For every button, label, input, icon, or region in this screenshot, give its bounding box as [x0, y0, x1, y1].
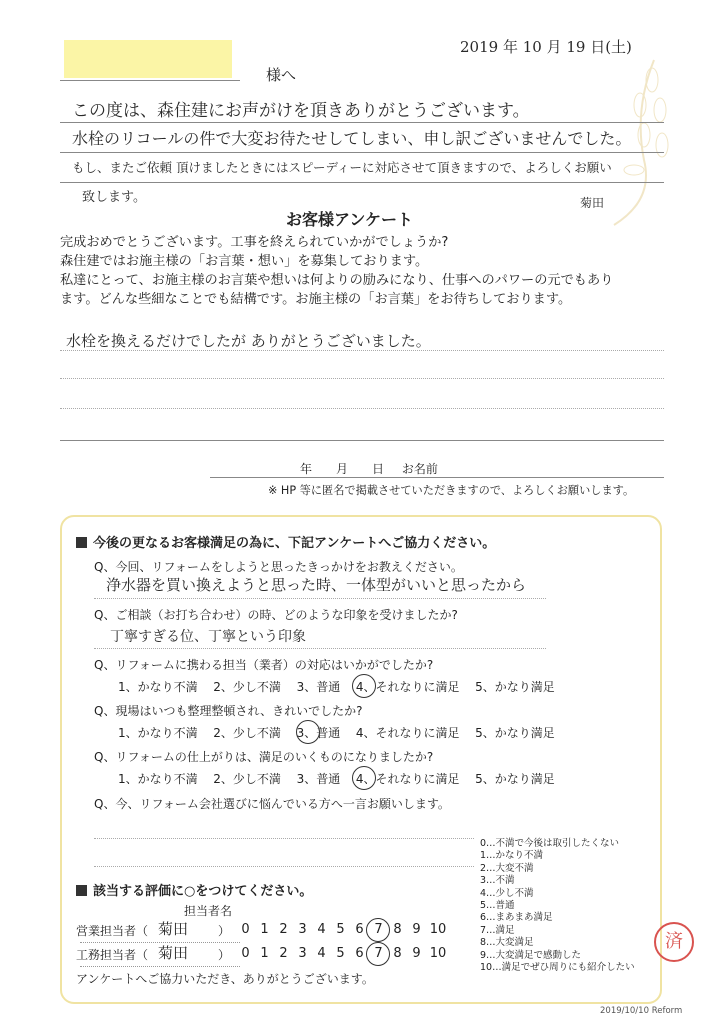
letter-line-2: 水栓のリコールの件で大変お待たせしてしまい、申し訳ございませんでした。 — [72, 129, 632, 148]
rule — [94, 598, 546, 599]
work-close: ） — [218, 948, 231, 962]
scale-value[interactable]: 4 — [317, 946, 326, 961]
scale-value[interactable]: 0 — [241, 922, 250, 937]
selection-circle-q5 — [352, 766, 376, 790]
thanks-text: アンケートへご協力いただき、ありがとうございます。 — [76, 972, 374, 986]
option[interactable]: 5、かなり満足 — [475, 772, 555, 786]
rule — [60, 152, 664, 153]
rule — [94, 866, 474, 867]
intro-line: 森住建ではお施主様の「お言葉・想い」を募集しております。 — [60, 254, 429, 269]
rule — [60, 408, 664, 409]
work-selection-circle — [366, 942, 390, 966]
q5-options — [118, 770, 555, 787]
q2-text: Q、ご相談（お打ち合わせ）の時、どのような印象を受けましたか? — [94, 608, 458, 622]
option[interactable]: 1、かなり不満 — [118, 772, 198, 786]
sales-selection-circle — [366, 918, 390, 942]
q5-text: Q、リフォームの仕上がりは、満足のいくものになりましたか? — [94, 750, 434, 764]
rating-legend — [480, 838, 635, 974]
legend-item: 5…普通 — [480, 900, 515, 912]
scale-value[interactable]: 8 — [393, 922, 402, 937]
rule — [60, 122, 664, 123]
option[interactable]: 5、かなり満足 — [475, 680, 555, 694]
sales-name: 菊田 — [158, 920, 189, 938]
scale-value[interactable]: 6 — [355, 946, 364, 961]
intro-line: 私達にとって、お施主様のお言葉や想いは何よりの励みになり、仕事へのパワーの元でもあり — [60, 273, 614, 288]
person-col-label: 担当者名 — [184, 904, 233, 918]
intro-line: 完成おめでとうございます。工事を終えられていかがでしょうか? — [60, 235, 449, 250]
option[interactable]: 1、かなり不満 — [118, 680, 198, 694]
survey-title: お客様アンケート — [286, 210, 414, 229]
q2-answer: 丁寧すぎる位、丁寧という印象 — [110, 629, 306, 645]
option-selected[interactable]: 3、普通 — [296, 726, 341, 740]
name-underline — [60, 80, 240, 81]
anonymity-note: ※ HP 等に匿名で掲載させていただきますので、よろしくお願いします。 — [268, 484, 635, 497]
sales-close: ） — [218, 924, 231, 938]
legend-item: 2…大変不満 — [480, 862, 534, 874]
completed-stamp: 済 — [654, 922, 694, 962]
footer-version: 2019/10/10 Reform — [600, 1006, 683, 1016]
rule — [60, 350, 664, 351]
letter-line-4: 致します。 — [82, 190, 146, 205]
legend-item: 3…不満 — [480, 875, 515, 887]
q4-options — [118, 724, 555, 741]
scale-value[interactable]: 1 — [260, 922, 269, 937]
salutation: 様へ — [266, 66, 297, 84]
name-highlight — [64, 40, 232, 78]
scale-value[interactable]: 5 — [336, 946, 345, 961]
questionnaire-heading — [76, 532, 495, 551]
work-scale — [236, 946, 450, 961]
option[interactable]: 2、少し不満 — [213, 680, 281, 694]
q3-options — [118, 678, 555, 695]
q3-text: Q、リフォームに携わる担当（業者）の対応はいかがでしたか? — [94, 658, 434, 672]
rule — [210, 477, 664, 478]
option[interactable]: 4、それなりに満足 — [355, 726, 460, 740]
option[interactable]: 2、少し不満 — [213, 726, 281, 740]
selection-circle-q4 — [296, 720, 320, 744]
option[interactable]: 3、普通 — [296, 680, 341, 694]
option[interactable]: 2、少し不満 — [213, 772, 281, 786]
survey-comment: 水栓を換えるだけでしたが ありがとうございました。 — [66, 332, 431, 350]
option[interactable]: 3、普通 — [296, 772, 341, 786]
scale-value[interactable]: 10 — [429, 946, 447, 961]
work-label: 工務担当者（ — [76, 948, 149, 962]
rule — [60, 378, 664, 379]
heading-text: 今後の更なるお客様満足の為に、下記アンケートへご協力ください。 — [93, 536, 496, 551]
legend-item: 8…大変満足 — [480, 937, 534, 949]
option-selected[interactable]: 4、それなりに満足 — [355, 772, 460, 786]
scale-value[interactable]: 8 — [393, 946, 402, 961]
rule — [94, 648, 546, 649]
legend-item: 0…不満で今後は取引したくない — [480, 838, 620, 849]
legend-item: 10…満足でぜひ周りにも紹介したい — [480, 962, 635, 974]
option-selected[interactable]: 4、それなりに満足 — [355, 680, 460, 694]
option[interactable]: 1、かなり不満 — [118, 726, 198, 740]
q1-text: Q、今回、リフォームをしようと思ったきっかけをお教えください。 — [94, 560, 463, 574]
q6-text: Q、今、リフォーム会社選びに悩んでいる方へ一言お願いします。 — [94, 797, 450, 811]
scale-value[interactable]: 3 — [298, 946, 307, 961]
square-bullet-icon — [76, 537, 87, 548]
rule — [60, 182, 664, 183]
letter-date: 2019 年 10 月 19 日(土) — [460, 38, 632, 56]
letter-line-3: もし、またご依頼 頂けましたときにはスピーディーに対応させて頂きますので、よろしくお願い — [72, 160, 612, 175]
sales-scale — [236, 922, 450, 937]
scale-value[interactable]: 2 — [279, 922, 288, 937]
survey-intro — [60, 233, 613, 309]
scale-value[interactable]: 9 — [412, 922, 421, 937]
rule — [80, 966, 240, 967]
legend-item: 9…大変満足で感動した — [480, 949, 582, 961]
scale-value[interactable]: 3 — [298, 922, 307, 937]
letter-signature: 菊田 — [580, 196, 605, 210]
q4-text: Q、現場はいつも整理整頓され、きれいでしたか? — [94, 704, 363, 718]
scale-value-selected[interactable]: 7 — [374, 922, 383, 937]
letter-line-1: この度は、森住建にお声がけを頂きありがとうございます。 — [72, 101, 530, 121]
scale-value[interactable]: 4 — [317, 922, 326, 937]
date-name-row: 年 月 日 お名前 — [300, 462, 438, 476]
intro-line: ます。どんな些細なことでも結構です。お施主様の「お言葉」をお待ちしております。 — [60, 292, 572, 307]
scale-value-selected[interactable]: 7 — [374, 946, 383, 961]
scale-value[interactable]: 10 — [429, 922, 447, 937]
work-name: 菊田 — [158, 944, 189, 962]
square-bullet-icon — [76, 885, 87, 896]
rating-heading — [76, 880, 312, 899]
heading-text: 該当する評価に○をつけてください。 — [93, 884, 313, 899]
sales-label: 営業担当者（ — [76, 924, 149, 938]
scale-value[interactable]: 0 — [241, 946, 250, 961]
rule — [94, 838, 474, 839]
scale-value[interactable]: 2 — [279, 946, 288, 961]
selection-circle-q3 — [352, 674, 376, 698]
scale-value[interactable]: 6 — [355, 922, 364, 937]
rule — [60, 440, 664, 441]
q1-answer: 浄水器を買い換えようと思った時、一体型がいいと思ったから — [106, 576, 527, 594]
legend-item: 4…少し不満 — [480, 887, 534, 899]
scale-value[interactable]: 5 — [336, 922, 345, 937]
legend-item: 1…かなり不満 — [480, 850, 544, 862]
scale-value[interactable]: 9 — [412, 946, 421, 961]
option[interactable]: 5、かなり満足 — [475, 726, 555, 740]
legend-item: 6…まあまあ満足 — [480, 912, 553, 924]
scale-value[interactable]: 1 — [260, 946, 269, 961]
legend-item: 7…満足 — [480, 924, 515, 936]
